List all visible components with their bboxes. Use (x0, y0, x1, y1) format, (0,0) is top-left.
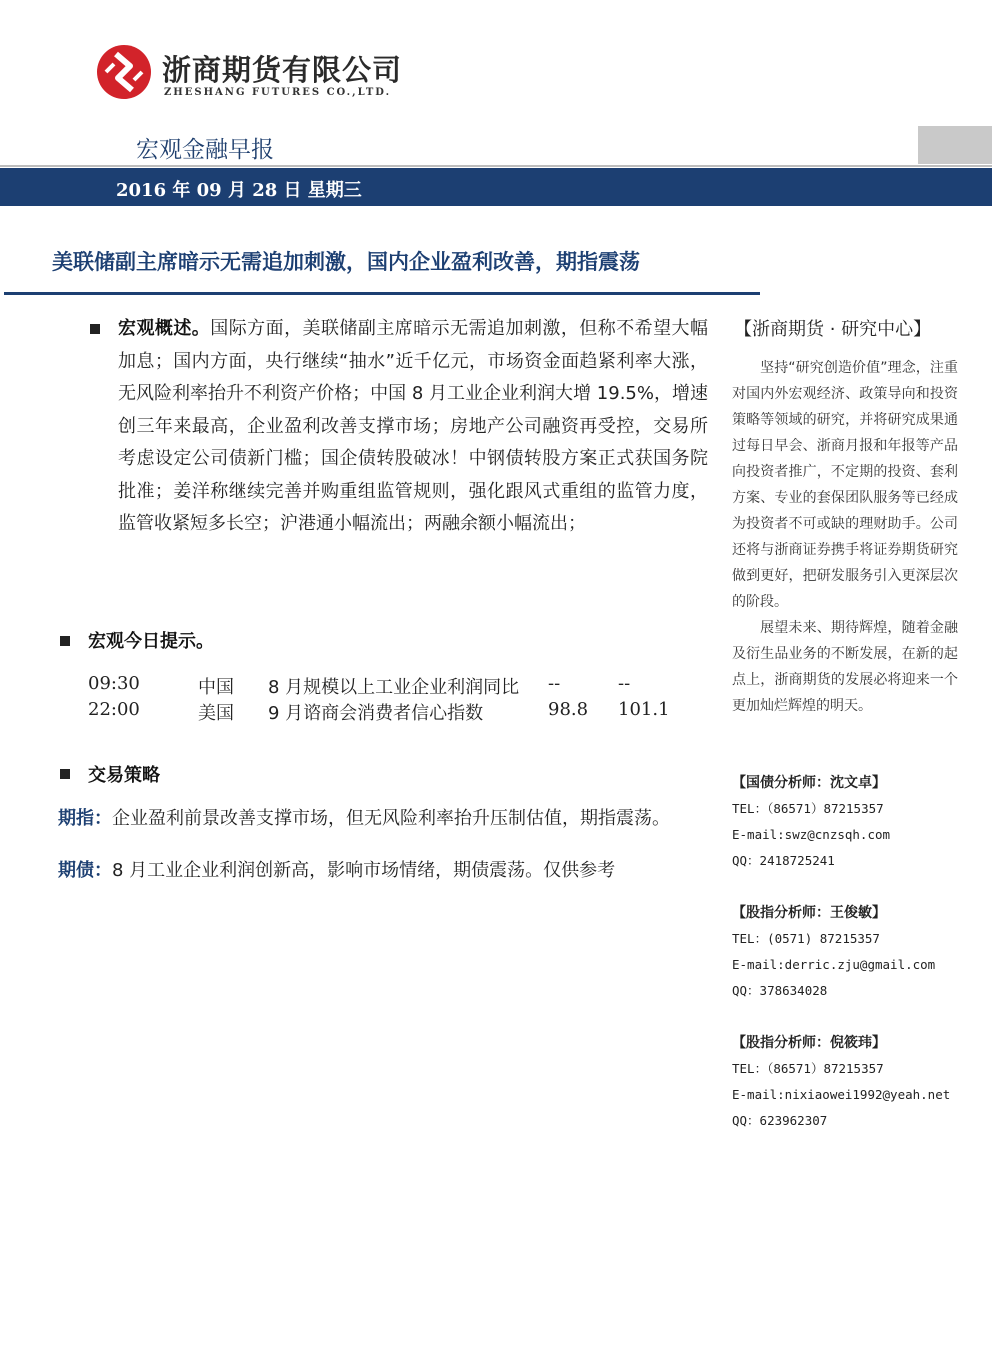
research-center-outlook: 展望未来、期待辉煌，随着金融及衍生品业务的不断发展，在新的起点上，浙商期货的发展必将迎来一个更加灿烂辉煌的明天。 (732, 620, 958, 714)
analyst-qq: QQ：378634028 (732, 983, 828, 998)
strategy-text: 8 月工业企业利润创新高，影响市场情绪，期债震荡。仅供参考 (112, 860, 616, 881)
analyst-tel: TEL：(0571) 87215357 (732, 931, 880, 946)
strategy-label: 期指： (58, 808, 112, 829)
company-name-cn: 浙商期货有限公司 (162, 53, 403, 87)
event-time: 09:30 (88, 673, 140, 694)
research-center-intro: 坚持“研究创造价值”理念，注重对国内外宏观经济、政策导向和投资策略等领域的研究，并将研究成果通过每日早会、浙商月报和年报等产品向投资者推广，不定期的投资、套利方案、专业的套保团队服务等已经成为投资者不可或缺的理财助手。公司还将与浙商证券携手将证券期货研究做到更好，把研发服务引入更深层次的阶段。 (732, 360, 958, 610)
macro-overview (118, 313, 708, 541)
company-name-en: ZHESHANG FUTURES CO.,LTD. (164, 87, 392, 98)
overview-label: 宏观概述。 (118, 318, 211, 339)
headline: 美联储副主席暗示无需追加刺激，国内企业盈利改善，期指震荡 (52, 250, 640, 274)
today-section-title: 宏观今日提示。 (88, 631, 214, 652)
company-logo-icon (96, 44, 152, 100)
analyst-email[interactable]: E-mail:swz@cnzsqh.com (732, 827, 891, 842)
header-gray-block (918, 126, 992, 164)
event-country: 美国 (198, 703, 234, 724)
event-previous: 98.8 (548, 699, 589, 720)
analyst-email[interactable]: E-mail:derric.zju@gmail.com (732, 957, 936, 972)
analyst-qq: QQ：623962307 (732, 1113, 828, 1128)
strategy-section-title: 交易策略 (88, 765, 160, 786)
bullet-square-icon (60, 769, 70, 779)
event-forecast: -- (618, 673, 631, 694)
analyst-card (732, 1030, 982, 1134)
event-time: 22:00 (88, 699, 140, 720)
analyst-title: 【国债分析师：沈文卓】 (732, 775, 886, 791)
event-name: 9 月谘商会消费者信心指数 (268, 703, 484, 724)
strategy-text: 企业盈利前景改善支撑市场，但无风险利率抬升压制估值，期指震荡。 (112, 808, 670, 829)
analyst-title: 【股指分析师：倪筱玮】 (732, 1035, 886, 1051)
report-date: 2016 年 09 月 28 日 星期三 (116, 180, 362, 201)
header-rule (0, 165, 992, 167)
event-forecast: 101.1 (618, 699, 670, 720)
analyst-qq: QQ：2418725241 (732, 853, 835, 868)
bullet-square-icon (60, 636, 70, 646)
research-center-title: 【浙商期货 · 研究中心】 (734, 319, 932, 340)
event-row (88, 699, 708, 725)
event-previous: -- (548, 673, 561, 694)
analyst-card (732, 770, 982, 874)
event-country: 中国 (198, 677, 234, 698)
analyst-title: 【股指分析师：王俊敏】 (732, 905, 886, 921)
overview-text: 国际方面，美联储副主席暗示无需追加刺激，但称不希望大幅加息；国内方面，央行继续“抽水”近千亿元，市场资金面趋紧利率大涨，无风险利率抬升不利资产价格；中国 8 月工业企业利润大增 19.5%，增速创三年来最高，企业盈利改善支撑市场；房地产公司融资再受控，交易所考虑设定公司债新门槛；国企债转股破冰！中钢债转股方案正式获国务院批准；姜洋称继续完善并购重组监管规则，强化跟风式重组的监管力度，监管收紧短多长空；沪港通小幅流出；两融余额小幅流出； (118, 318, 709, 534)
analyst-tel: TEL：（86571）87215357 (732, 801, 884, 816)
event-name: 8 月规模以上工业企业利润同比 (268, 677, 520, 698)
analyst-email[interactable]: E-mail:nixiaowei1992@yeah.net (732, 1087, 951, 1102)
analyst-tel: TEL：（86571）87215357 (732, 1061, 884, 1076)
strategy-item (58, 806, 708, 832)
report-type-title: 宏观金融早报 (136, 137, 274, 163)
event-row (88, 673, 708, 699)
headline-divider (4, 292, 760, 295)
strategy-label: 期债： (58, 860, 112, 881)
strategy-item (58, 858, 708, 884)
bullet-square-icon (90, 324, 100, 334)
analyst-card (732, 900, 982, 1004)
